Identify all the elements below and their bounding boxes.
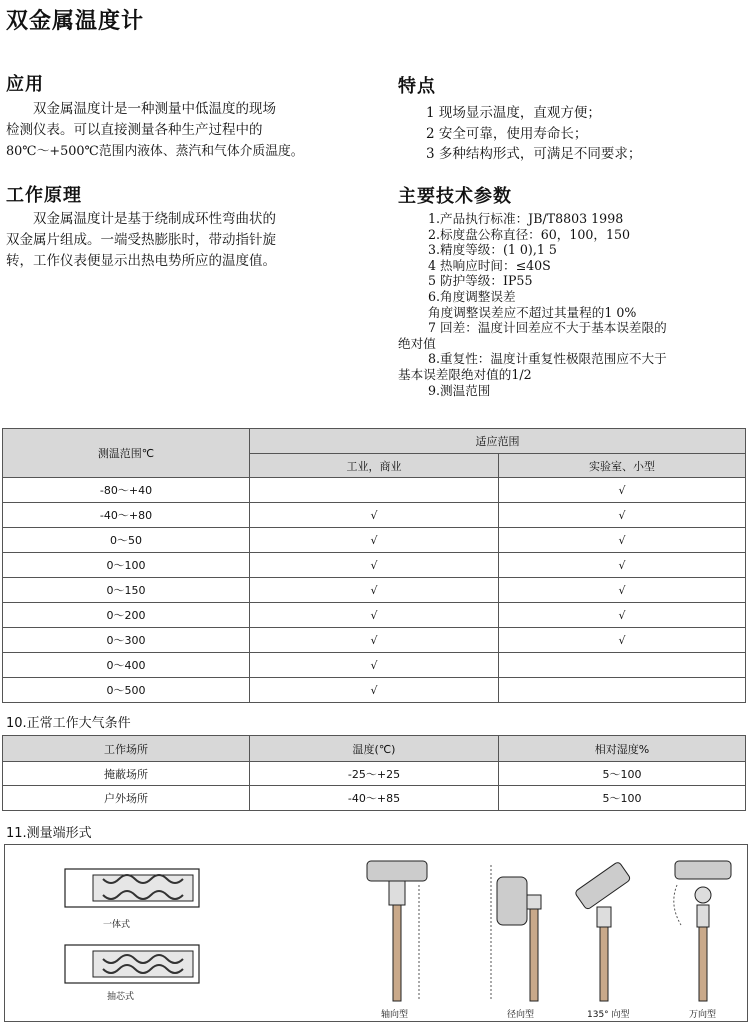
conditions-header-place: 工作场所 — [3, 736, 250, 762]
page-title: 双金属温度计 — [6, 9, 145, 34]
lab-cell: √ — [499, 578, 746, 603]
caption-removable: 抽芯式 — [107, 992, 135, 1002]
principle-heading: 工作原理 — [6, 185, 82, 206]
spec-item: 6.角度调整误差 — [428, 288, 516, 304]
col-apply-header: 适应范围 — [250, 429, 746, 454]
application-text — [6, 99, 386, 162]
feature-item: 1 现场显示温度，直观方便； — [426, 105, 601, 121]
range-cell: 0～500 — [3, 678, 250, 703]
range-cell: 0～300 — [3, 628, 250, 653]
lab-cell: √ — [499, 603, 746, 628]
industrial-cell: √ — [250, 578, 499, 603]
place-cell: 户外场所 — [3, 786, 250, 811]
universal-thermometer-drawing — [665, 855, 741, 1005]
principle-line: 双金属片组成。一端受热膨胀时，带动指针旋 — [6, 232, 276, 248]
feature-item: 3 多种结构形式，可满足不同要求； — [426, 146, 642, 162]
spec-item: 1.产品执行标准：JB/T8803 1998 — [428, 211, 624, 226]
specs-list — [398, 211, 748, 398]
lab-cell: √ — [499, 528, 746, 553]
table-row — [3, 628, 746, 653]
table-row — [3, 528, 746, 553]
axial-thermometer-drawing — [357, 855, 437, 1005]
industrial-cell: √ — [250, 528, 499, 553]
table-row — [3, 578, 746, 603]
spec-item: 5 防护等级：IP55 — [428, 273, 533, 289]
principle-line: 双金属温度计是基于绕制成环性弯曲状的 — [6, 211, 276, 227]
table-row — [3, 503, 746, 528]
spec-item: 4 热响应时间：≤40S — [428, 257, 551, 273]
spec-item: 绝对值 — [398, 335, 436, 351]
table-row — [3, 553, 746, 578]
application-line: 检测仪表。可以直接测量各种生产过程中的 — [6, 122, 263, 138]
conditions-heading: 10.正常工作大气条件 — [6, 716, 131, 731]
industrial-cell: √ — [250, 553, 499, 578]
lab-cell — [499, 678, 746, 703]
application-line: 80℃～+500℃范围内液体、蒸汽和气体介质温度。 — [6, 144, 304, 159]
table-row — [3, 678, 746, 703]
features-heading: 特点 — [398, 76, 436, 97]
spec-item: 9.测温范围 — [428, 382, 491, 398]
conditions-header-temp: 温度(℃) — [250, 736, 499, 762]
table-row — [3, 762, 746, 786]
industrial-cell: √ — [250, 503, 499, 528]
forms-diagram — [4, 844, 748, 1022]
range-cell: -80～+40 — [3, 478, 250, 503]
specs-heading: 主要技术参数 — [398, 186, 512, 207]
integrated-probe-drawing — [63, 865, 203, 911]
feature-item: 2 安全可靠，使用寿命长； — [426, 125, 588, 142]
range-table — [2, 428, 746, 703]
table-row — [3, 478, 746, 503]
spec-item: 3.精度等级：(1 0),1 5 — [428, 242, 557, 258]
caption-radial: 径向型 — [507, 1010, 535, 1020]
lab-cell: √ — [499, 503, 746, 528]
features-list — [426, 103, 641, 165]
table-row — [3, 603, 746, 628]
lab-cell — [499, 653, 746, 678]
range-cell: 0～200 — [3, 603, 250, 628]
range-cell: 0～150 — [3, 578, 250, 603]
spec-item: 2.标度盘公称直径：60，100，150 — [428, 226, 631, 242]
spec-item: 7 回差：温度计回差应不大于基本误差限的 — [428, 320, 667, 336]
col-industrial-header: 工业，商业 — [250, 454, 499, 478]
place-cell: 掩蔽场所 — [3, 762, 250, 786]
temp-cell: -40～+85 — [250, 786, 499, 811]
removable-core-drawing — [63, 941, 203, 987]
col-range-header: 测温范围℃ — [3, 429, 250, 478]
principle-text — [6, 209, 386, 272]
lab-cell: √ — [499, 628, 746, 653]
radial-thermometer-drawing — [483, 855, 563, 1005]
humidity-cell: 5～100 — [499, 786, 746, 811]
spec-item: 8.重复性：温度计重复性极限范围应不大于 — [428, 351, 667, 367]
industrial-cell: √ — [250, 628, 499, 653]
application-line: 双金属温度计是一种测量中低温度的现场 — [6, 101, 276, 117]
range-cell: 0～50 — [3, 528, 250, 553]
range-cell: -40～+80 — [3, 503, 250, 528]
industrial-cell — [250, 478, 499, 503]
industrial-cell: √ — [250, 603, 499, 628]
application-heading: 应用 — [6, 74, 44, 95]
caption-135: 135° 向型 — [587, 1010, 630, 1020]
temp-cell: -25～+25 — [250, 762, 499, 786]
table-row — [3, 653, 746, 678]
industrial-cell: √ — [250, 653, 499, 678]
principle-line: 转，工作仪表便显示出热电势所应的温度值。 — [6, 253, 276, 269]
range-cell: 0～100 — [3, 553, 250, 578]
forms-heading: 11.测量端形式 — [6, 826, 92, 841]
table-row — [3, 786, 746, 811]
lab-cell: √ — [499, 553, 746, 578]
conditions-header-humidity: 相对湿度% — [499, 736, 746, 762]
angled-thermometer-drawing — [567, 855, 647, 1005]
industrial-cell: √ — [250, 678, 499, 703]
caption-axial: 轴向型 — [381, 1010, 409, 1020]
range-cell: 0～400 — [3, 653, 250, 678]
spec-item: 基本误差限绝对值的1/2 — [398, 366, 532, 382]
spec-item: 角度调整误差应不超过其量程的1 0% — [428, 304, 637, 320]
caption-integrated: 一体式 — [103, 920, 131, 930]
conditions-table — [2, 735, 746, 811]
caption-universal: 万向型 — [689, 1010, 717, 1020]
col-lab-header: 实验室、小型 — [499, 454, 746, 478]
lab-cell: √ — [499, 478, 746, 503]
humidity-cell: 5～100 — [499, 762, 746, 786]
